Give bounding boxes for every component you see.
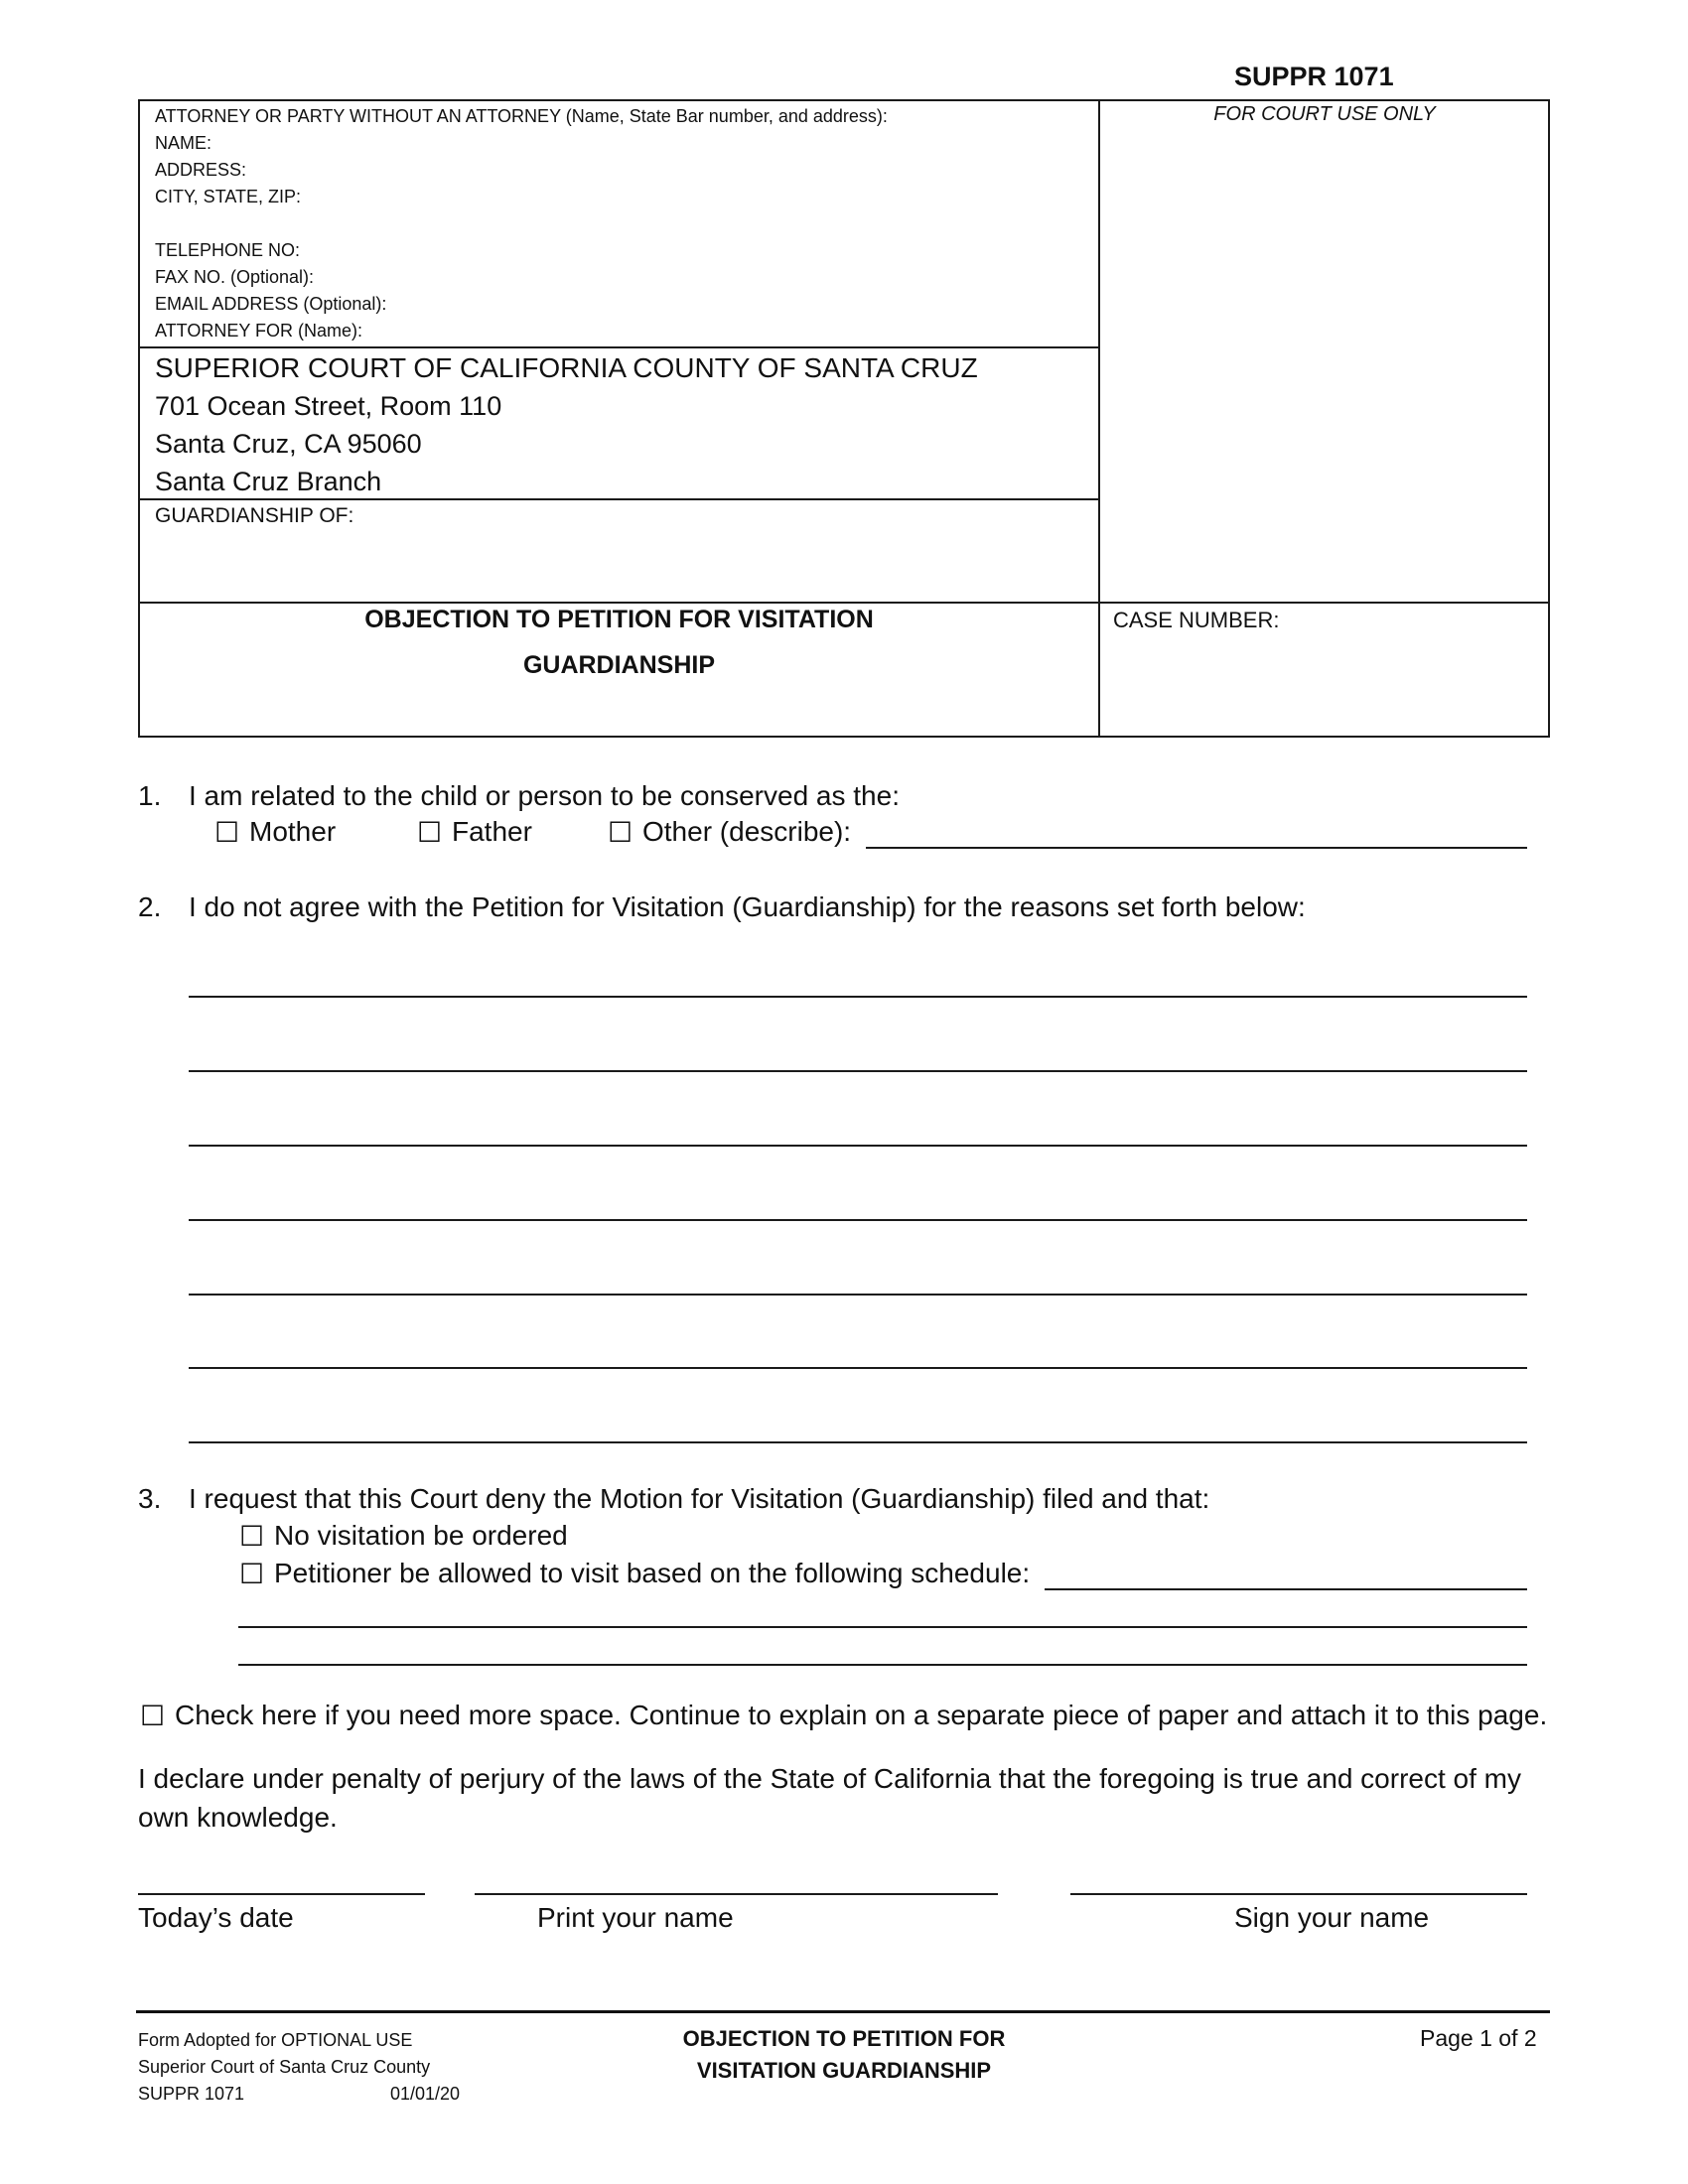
court-block xyxy=(155,349,978,500)
item2-number: 2. xyxy=(138,891,162,922)
more-space-text: Check here if you need more space. Continue to explain on a separate piece of paper and attach it to this page. xyxy=(175,1700,1548,1730)
print-name-label: Print your name xyxy=(537,1902,734,1933)
other-label: Other (describe): xyxy=(642,816,852,847)
declaration-line2: own knowledge. xyxy=(138,1802,338,1833)
attorney-spacer xyxy=(155,210,888,237)
schedule-label: Petitioner be allowed to visit based on the following schedule: xyxy=(274,1558,1031,1588)
date-label: Today’s date xyxy=(138,1902,294,1933)
declaration-line1: I declare under penalty of perjury of the laws of the State of California that the foregoing is true and correct of my xyxy=(138,1763,1521,1794)
attorney-fax-field[interactable]: FAX NO. (Optional): xyxy=(155,267,315,287)
footer-rule xyxy=(136,2010,1550,2013)
attorney-name-field[interactable]: NAME: xyxy=(155,133,212,153)
print-name-line[interactable] xyxy=(475,1893,998,1895)
caption-divider xyxy=(1098,101,1100,736)
reason-line[interactable] xyxy=(189,1441,1527,1443)
footer-adopted: Form Adopted for OPTIONAL USE xyxy=(138,2030,413,2050)
form-title-line2: GUARDIANSHIP xyxy=(522,651,716,679)
item3-number: 3. xyxy=(138,1483,162,1514)
item2-text: I do not agree with the Petition for Visitation (Guardianship) for the reasons set forth below: xyxy=(189,891,1306,922)
more-space-checkbox[interactable]: ☐ xyxy=(140,1701,166,1731)
no-visitation-checkbox[interactable]: ☐ xyxy=(239,1521,265,1552)
schedule-line[interactable] xyxy=(1045,1588,1527,1590)
footer-title xyxy=(645,2023,1043,2087)
reason-line[interactable] xyxy=(189,996,1527,998)
footer-date: 01/01/20 xyxy=(390,2084,461,2104)
footer-title-line1: OBJECTION TO PETITION FOR xyxy=(682,2026,1006,2051)
sign-name-label: Sign your name xyxy=(1234,1902,1430,1933)
attorney-block xyxy=(155,103,888,344)
court-use-label: FOR COURT USE ONLY xyxy=(1213,103,1436,125)
no-visitation-label: No visitation be ordered xyxy=(274,1520,568,1551)
reason-line[interactable] xyxy=(189,1294,1527,1296)
page-number: Page 1 of 2 xyxy=(1420,2025,1537,2051)
attorney-address-field[interactable]: ADDRESS: xyxy=(155,160,247,180)
court-name: SUPERIOR COURT OF CALIFORNIA COUNTY OF SANTA CRUZ xyxy=(155,352,978,383)
case-number-field[interactable]: CASE NUMBER: xyxy=(1113,608,1280,632)
item1-number: 1. xyxy=(138,780,162,811)
date-line[interactable] xyxy=(138,1893,425,1895)
attorney-divider xyxy=(140,346,1098,348)
item1-text: I am related to the child or person to be conserved as the: xyxy=(189,780,900,811)
footer-title-line2: VISITATION GUARDIANSHIP xyxy=(696,2058,992,2083)
footer-form-number: SUPPR 1071 xyxy=(138,2084,245,2104)
caption-box xyxy=(138,99,1550,738)
mother-label: Mother xyxy=(249,816,337,847)
schedule-line[interactable] xyxy=(238,1664,1527,1666)
other-checkbox[interactable]: ☐ xyxy=(608,817,633,848)
father-checkbox[interactable]: ☐ xyxy=(417,817,443,848)
attorney-telephone-field[interactable]: TELEPHONE NO: xyxy=(155,240,301,260)
guardianship-of-field[interactable]: GUARDIANSHIP OF: xyxy=(155,504,354,527)
attorney-city-field[interactable]: CITY, STATE, ZIP: xyxy=(155,187,302,206)
schedule-checkbox[interactable]: ☐ xyxy=(239,1559,265,1589)
mother-checkbox[interactable]: ☐ xyxy=(214,817,240,848)
court-city-line: Santa Cruz, CA 95060 xyxy=(155,429,422,459)
title-divider xyxy=(140,602,1548,604)
attorney-email-field[interactable]: EMAIL ADDRESS (Optional): xyxy=(155,294,387,314)
other-describe-line[interactable] xyxy=(866,847,1527,849)
reason-line[interactable] xyxy=(189,1367,1527,1369)
reason-line[interactable] xyxy=(189,1070,1527,1072)
father-label: Father xyxy=(452,816,532,847)
reason-line[interactable] xyxy=(189,1145,1527,1147)
item3-text: I request that this Court deny the Motion for Visitation (Guardianship) filed and that: xyxy=(189,1483,1210,1514)
court-address-line: 701 Ocean Street, Room 110 xyxy=(155,391,502,421)
form-id: SUPPR 1071 xyxy=(1234,62,1394,91)
sign-name-line[interactable] xyxy=(1070,1893,1527,1895)
footer-court: Superior Court of Santa Cruz County xyxy=(138,2057,431,2077)
court-branch-line: Santa Cruz Branch xyxy=(155,467,382,496)
form-title-line1: OBJECTION TO PETITION FOR VISITATION xyxy=(364,606,874,633)
attorney-heading: ATTORNEY OR PARTY WITHOUT AN ATTORNEY (Name, State Bar number, and address): xyxy=(155,106,888,126)
reason-line[interactable] xyxy=(189,1219,1527,1221)
schedule-line[interactable] xyxy=(238,1626,1527,1628)
attorney-for-field[interactable]: ATTORNEY FOR (Name): xyxy=(155,321,363,341)
